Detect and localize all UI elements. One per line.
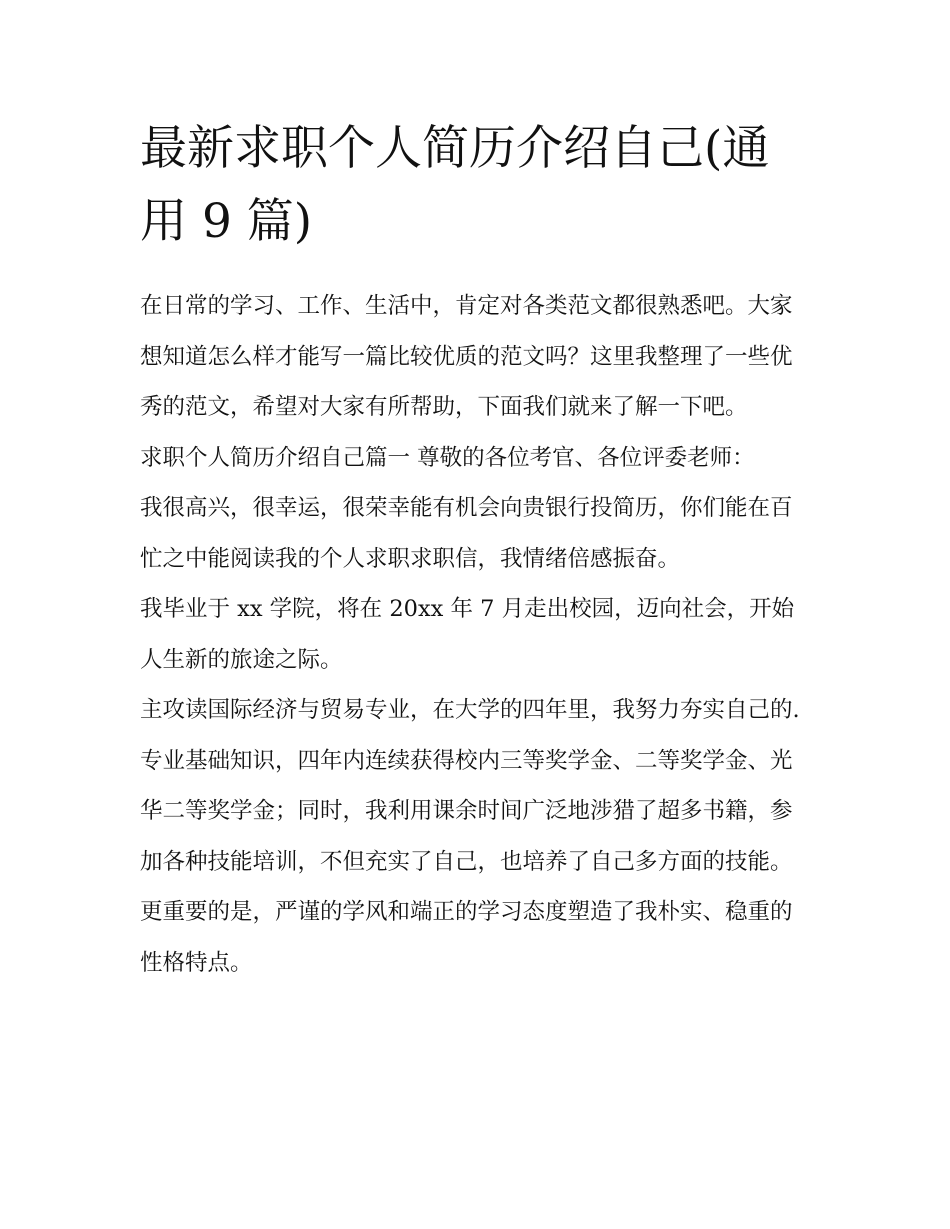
document-body [140,281,812,988]
document-title-line-2: 用 9 篇) [140,194,313,249]
paragraph-major: 主攻读国际经济与贸易专业，在大学的四年里，我努力夯实自己的.专业基础知识，四年内连续获得校内三等奖学金、二等奖学金、光华二等奖学金；同时，我利用课余时间广泛地涉猎了超多书籍，参加各种技能培训，不但充实了自己，也培养了自己多方面的技能。更重要的是，严谨的学风和端正的学习态度塑造了我朴实、稳重的性格特点。 [140,697,800,976]
document-title-line-1: 最新求职个人简历介绍自己(通 [140,121,770,176]
document-content [140,112,812,988]
paragraph-greeting: 我很高兴，很幸运，很荣幸能有机会向贵银行投简历，你们能在百忙之中能阅读我的个人求职求职信，我情绪倍感振奋。 [140,495,793,572]
paragraph-intro: 在日常的学习、工作、生活中，肯定对各类范文都很熟悉吧。大家想知道怎么样才能写一篇比较优质的范文吗？这里我整理了一些优秀的范文，希望对大家有所帮助，下面我们就来了解一下吧。 [140,293,793,420]
paragraph-graduation: 我毕业于 xx 学院，将在 20xx 年 7 月走出校园，迈向社会，开始人生新的旅途之际。 [140,596,795,673]
document-title [140,112,812,258]
paragraph-section-heading: 求职个人简历介绍自己篇一 尊敬的各位考官、各位评委老师： [140,444,755,471]
